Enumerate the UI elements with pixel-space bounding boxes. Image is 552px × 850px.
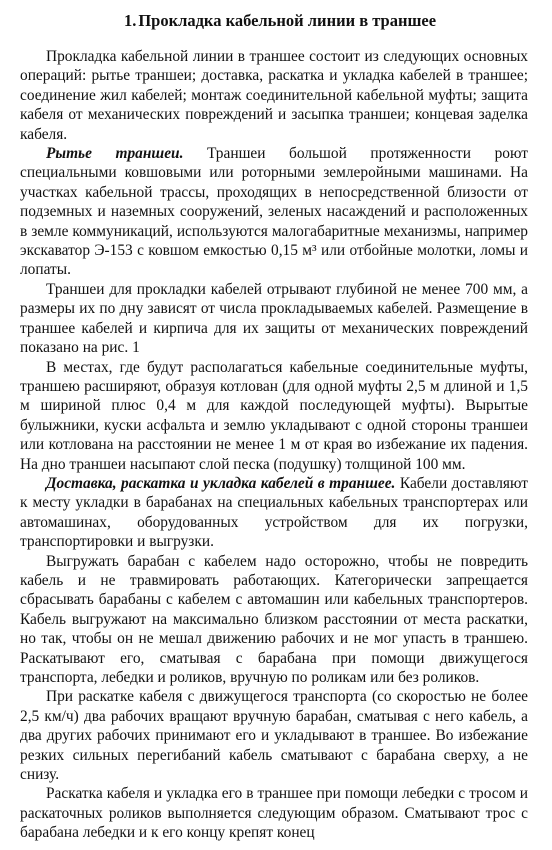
- paragraph-text: Выгружать барабан с кабелем надо осторожно, чтобы не повредить кабель и не травмировать работающих. Категорически запрещается сбрасывать барабаны с кабелем с автомашин или кабельных транспортеров. Кабель выгружают на максимально близком расстоянии от места раскатки, но так, чтобы он не мешал движению рабочих и не мог упасть в траншею. Раскатывают его, сматывая с барабана при помощи движущегося транспорта, лебедки и роликов, вручную по роликам или без роликов.: [20, 552, 528, 686]
- document-page: [20, 10, 528, 843]
- section-number: 1.: [123, 11, 137, 30]
- section-title: Прокладка кабельной линии в траншее: [138, 11, 437, 30]
- paragraph-cable-delivery: [20, 474, 528, 552]
- section-heading: [20, 10, 528, 32]
- paragraph-text: Кабели доставляют к месту укладки в барабанах на специальных кабельных транспортерах или автомашинах, оборудованных устройством для их погрузки, транспортировки и выгрузки.: [20, 474, 529, 551]
- paragraph-trench-digging: [20, 144, 528, 280]
- paragraph-drum-unloading: [20, 552, 528, 688]
- paragraph-winch-unrolling: [20, 784, 528, 842]
- paragraph-text: Прокладка кабельной линии в траншее состоит из следующих основных операций: рытье траншеи; доставка, раскатка и укладка кабелей в траншее; соединение жил кабелей; монтаж соединительной кабельной муфты; защита кабеля от механических повреждений и засыпка траншеи; концевая заделка кабеля.: [20, 48, 528, 143]
- paragraph-text: Раскатка кабеля и укладка его в траншее при помощи лебедки с тросом и раскаточных роликов выполняется следующим образом. Сматывают трос с барабана лебедки и к его концу крепят конец: [20, 785, 528, 842]
- run-in-heading: Доставка, раскатка и укладка кабелей в траншее.: [46, 474, 396, 492]
- paragraph-transport-unrolling: [20, 687, 528, 784]
- run-in-heading: Рытье траншеи.: [46, 145, 184, 163]
- paragraph-text: Траншеи для прокладки кабелей отрывают глубиной не менее 700 мм, а размеры их по дну зависят от числа прокладываемых кабелей. Размещение в траншее кабелей и кирпича для их защиты от механических повреждений показано на рис. 1: [20, 280, 528, 357]
- paragraph-coupling-pits: [20, 358, 528, 474]
- paragraph-trench-depth: [20, 280, 528, 358]
- paragraph-text: Траншеи большой протяженности роют специальными ковшовыми или роторными землеройными машинами. На участках кабельной трассы, проходящих в непосредственной близости от подземных и наземных сооружений, зеленых насаждений и расположенных в земле коммуникаций, используются малогабаритные механизмы, например экскаватор Э-153 с ковшом емкостью 0,15 м³ или отбойные молотки, ломы и лопаты.: [20, 145, 528, 279]
- paragraph-text: При раскатке кабеля с движущегося транспорта (со скоростью не более 2,5 км/ч) два рабочих вращают вручную барабан, сматывая с него кабель, а два других рабочих принимают его и укладывают в траншее. Во избежание резких сильных перегибаний кабель сматывают с барабана сверху, а не снизу.: [20, 688, 528, 784]
- paragraph-intro: [20, 47, 528, 144]
- paragraph-text: В местах, где будут располагаться кабельные соединительные муфты, траншею расширяют, образуя котлован (для одной муфты 2,5 м длиной и 1,5 м шириной плюс 0,4 м для каждой последующей муфты). Вырытые булыжники, куски асфальта и землю укладывают с одной стороны траншеи или котлована на расстоянии не менее 1 м от края во избежание их падения. На дно траншеи насыпают слой песка (подушку) толщиной 100 мм.: [20, 358, 528, 473]
